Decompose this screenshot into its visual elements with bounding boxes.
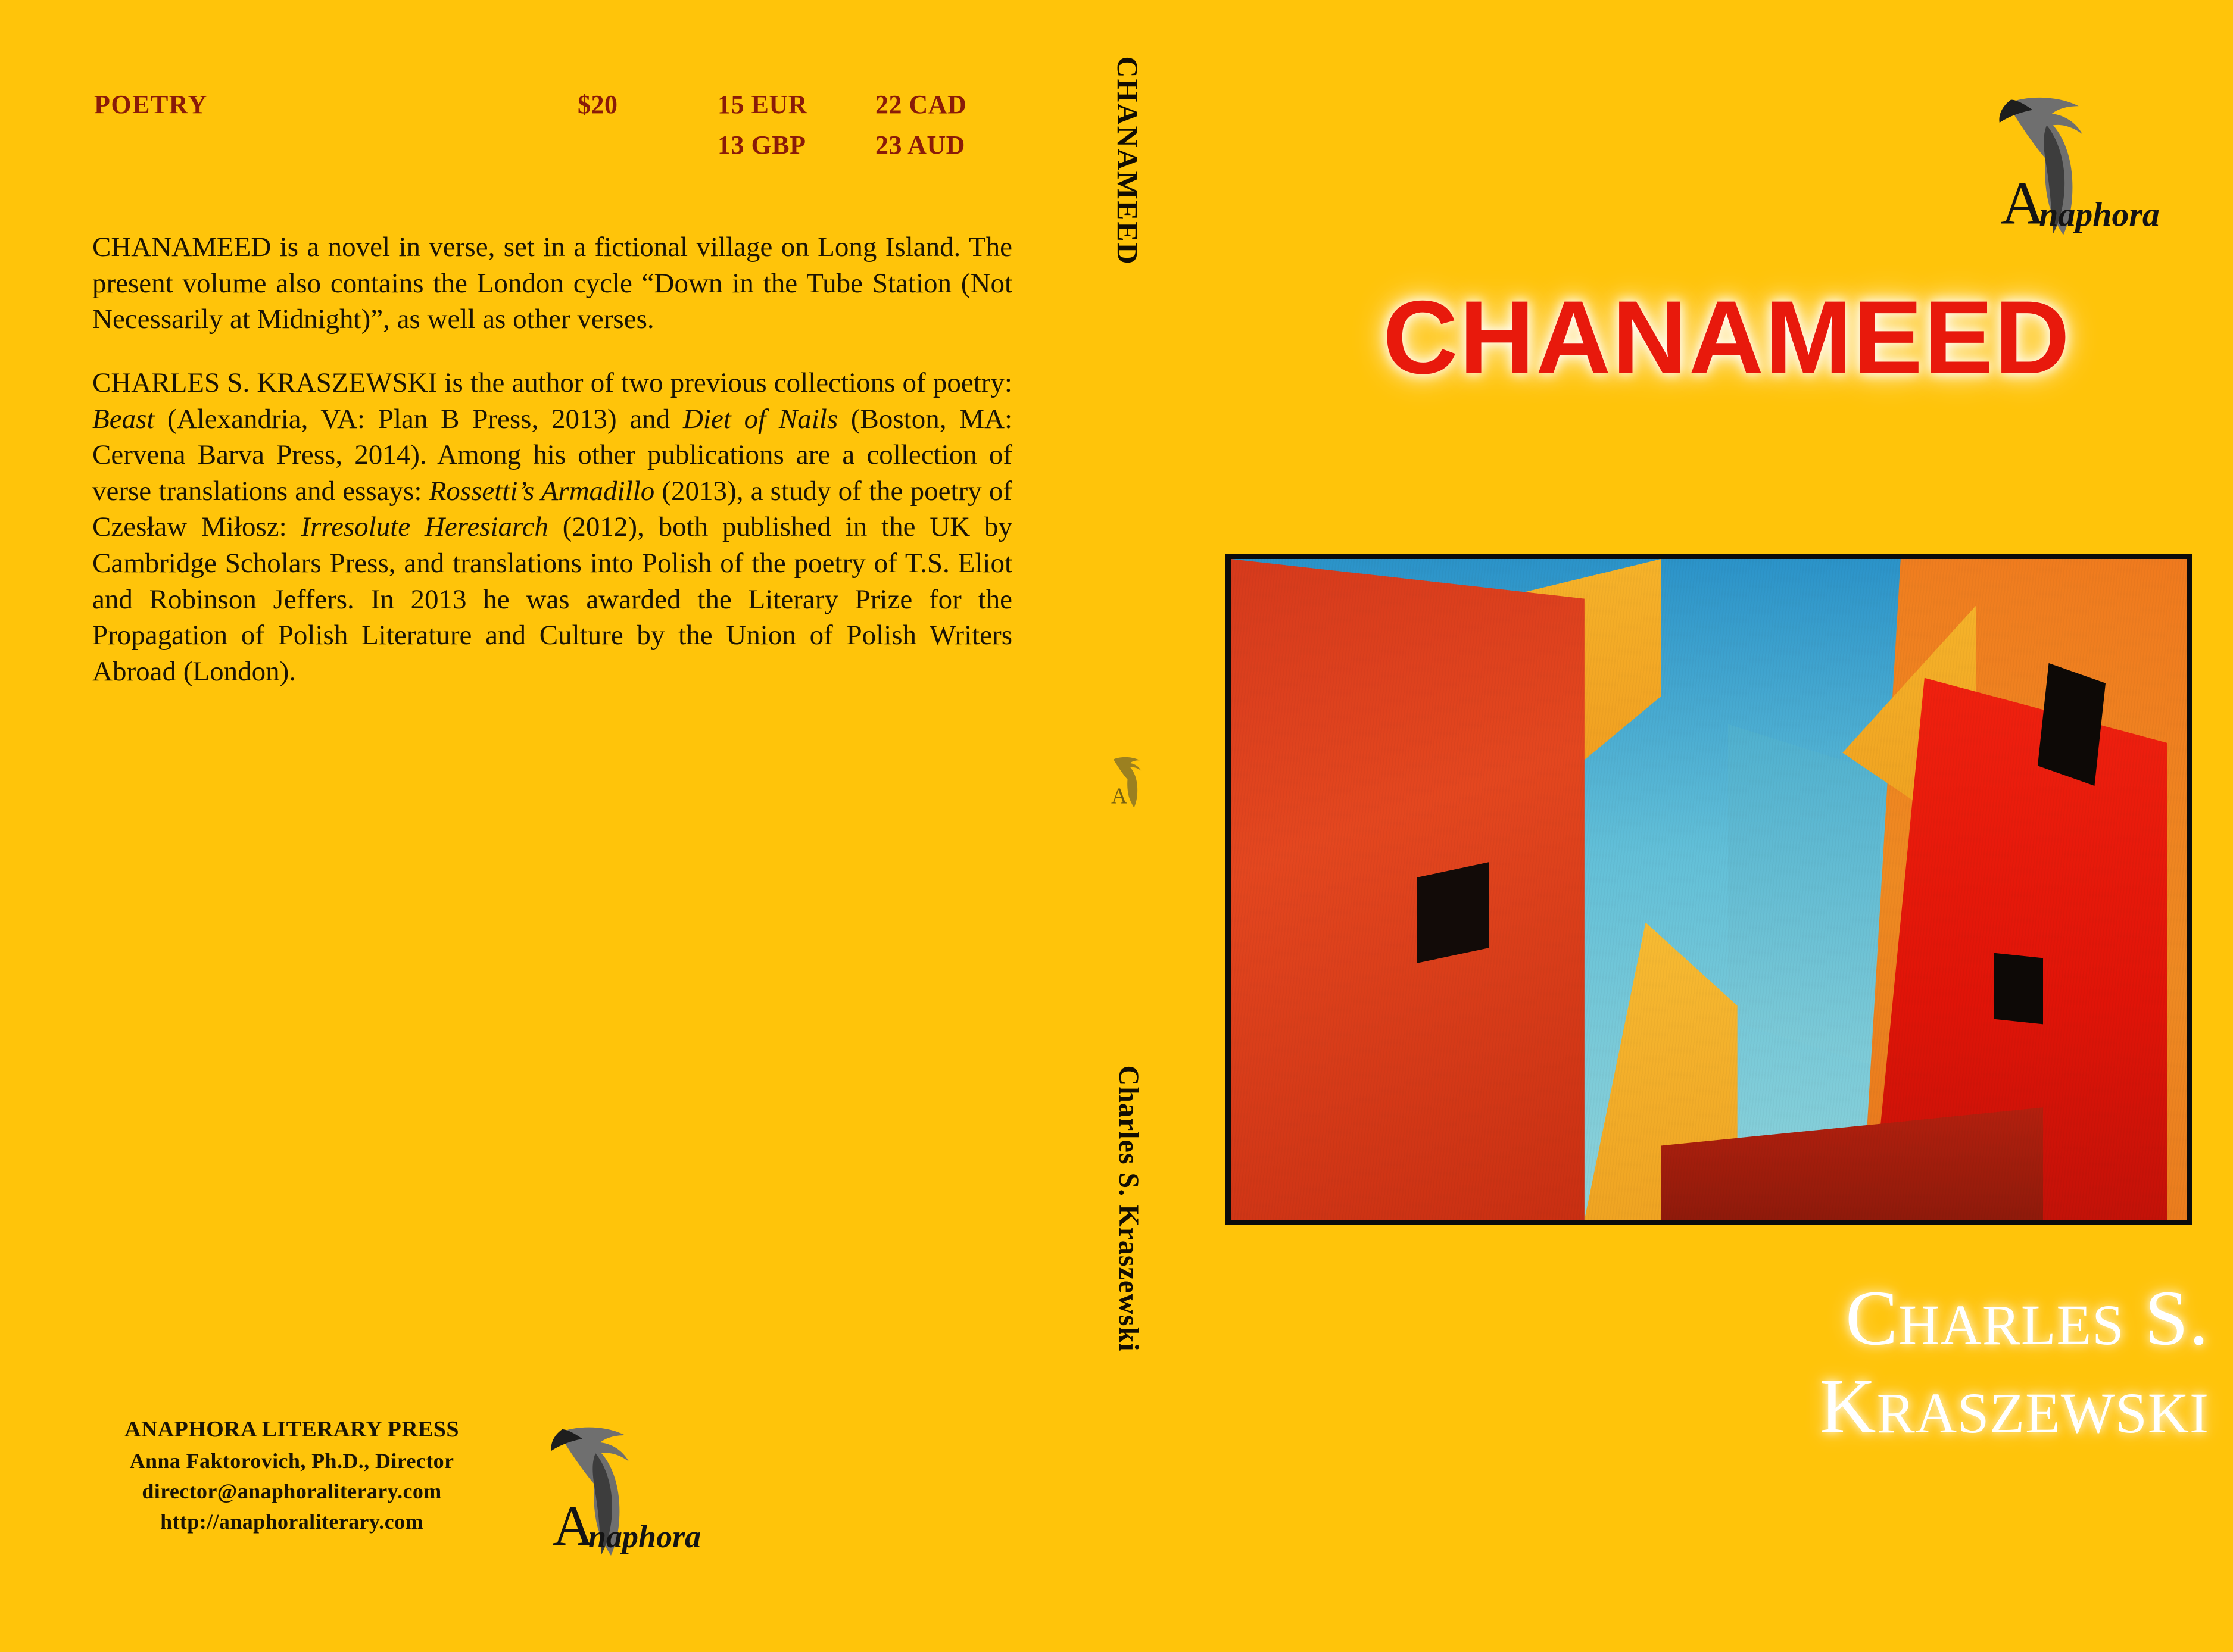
- publisher-name: ANAPHORA LITERARY PRESS: [124, 1417, 459, 1442]
- svg-text:A: A: [1111, 783, 1128, 809]
- blurb-author-text-e: (2012), both published in the UK by Cambridge Scholars Press, and translations into Polish of the poetry of T.S. Eliot and Robinson Jeffers. In 2013 he was awarded the Literary Prize for the Propagation of Polish Literature and Culture by the Union of Polish Writers Abroad (London).: [92, 511, 1012, 687]
- anaphora-logo-front: [1983, 89, 2162, 262]
- blurb-title-rossettis-armadillo: Rossetti’s Armadillo: [429, 475, 655, 507]
- publisher-director: Anna Faktorovich, Ph.D., Director: [129, 1448, 454, 1473]
- blurb-paragraph-author: [92, 365, 1012, 690]
- anaphora-bird-icon-small: [1105, 753, 1170, 819]
- spine: [1072, 0, 1218, 1652]
- author-kraszewski-rest: RASZEWSKI: [1876, 1381, 2209, 1445]
- artwork-texture-overlay: [1231, 559, 2187, 1220]
- spine-title: CHANAMEED: [1111, 56, 1144, 266]
- spine-author: Charles S. Kraszewski: [1112, 1065, 1144, 1352]
- svg-text:A: A: [553, 1494, 594, 1557]
- price-cad: 22 CAD: [875, 90, 967, 119]
- cover-artwork: [1225, 554, 2192, 1225]
- blurb-title-irresolute-heresiarch: Irresolute Heresiarch: [301, 511, 548, 543]
- author-charles-rest: HARLES: [1898, 1293, 2125, 1357]
- blurb-title-diet-of-nails: Diet of Nails: [682, 403, 838, 435]
- price-gbp: 13 GBP: [718, 130, 806, 160]
- back-cover-header: [89, 77, 1018, 161]
- svg-text:A: A: [2001, 169, 2045, 238]
- svg-text:naphora: naphora: [2039, 195, 2160, 234]
- author-initial-k: K: [1819, 1361, 1877, 1450]
- author-initial-c: C: [1845, 1274, 1899, 1361]
- blurb-author-text-d: (2013), a study of the poetry of Czesław Miłosz:: [92, 475, 1012, 543]
- back-cover-blurb: [92, 229, 1012, 690]
- publisher-info: [77, 1414, 506, 1537]
- anaphora-logo-back: [536, 1420, 703, 1581]
- genre-label: POETRY: [94, 90, 208, 119]
- front-cover-title: CHANAMEED: [1383, 280, 2071, 396]
- svg-text:naphora: naphora: [588, 1519, 701, 1554]
- author-middle-initial: S.: [2124, 1274, 2209, 1361]
- publisher-website[interactable]: http://anaphoraliterary.com: [160, 1510, 423, 1534]
- blurb-paragraph-book: CHANAMEED is a novel in verse, set in a fictional village on Long Island. The present volume also contains the London cycle “Down in the Tube Station (Not Necessarily at Midnight)”, as well as other verses.: [92, 232, 1012, 335]
- blurb-author-text-a: CHARLES S. KRASZEWSKI is the author of two previous collections of poetry:: [92, 367, 1012, 398]
- price-usd: $20: [578, 90, 618, 119]
- anaphora-bird-icon-front: [1983, 89, 2162, 262]
- back-cover: [0, 0, 1072, 1652]
- front-author-line-1: [1250, 1274, 2209, 1362]
- blurb-author-text-c: (Boston, MA: Cervena Barva Press, 2014). Among his other publications are a collection of verse translations and essays:: [92, 403, 1012, 507]
- blurb-title-beast: Beast: [92, 403, 155, 435]
- blurb-author-text-b: (Alexandria, VA: Plan B Press, 2013) and: [154, 403, 683, 435]
- anaphora-logo-spine: [1105, 753, 1170, 819]
- price-eur: 15 EUR: [718, 90, 807, 119]
- price-aud: 23 AUD: [875, 130, 965, 160]
- anaphora-bird-icon: [536, 1420, 703, 1581]
- front-cover-author: [1250, 1274, 2209, 1450]
- front-author-line-2: [1250, 1362, 2209, 1450]
- publisher-email[interactable]: director@anaphoraliterary.com: [142, 1479, 442, 1504]
